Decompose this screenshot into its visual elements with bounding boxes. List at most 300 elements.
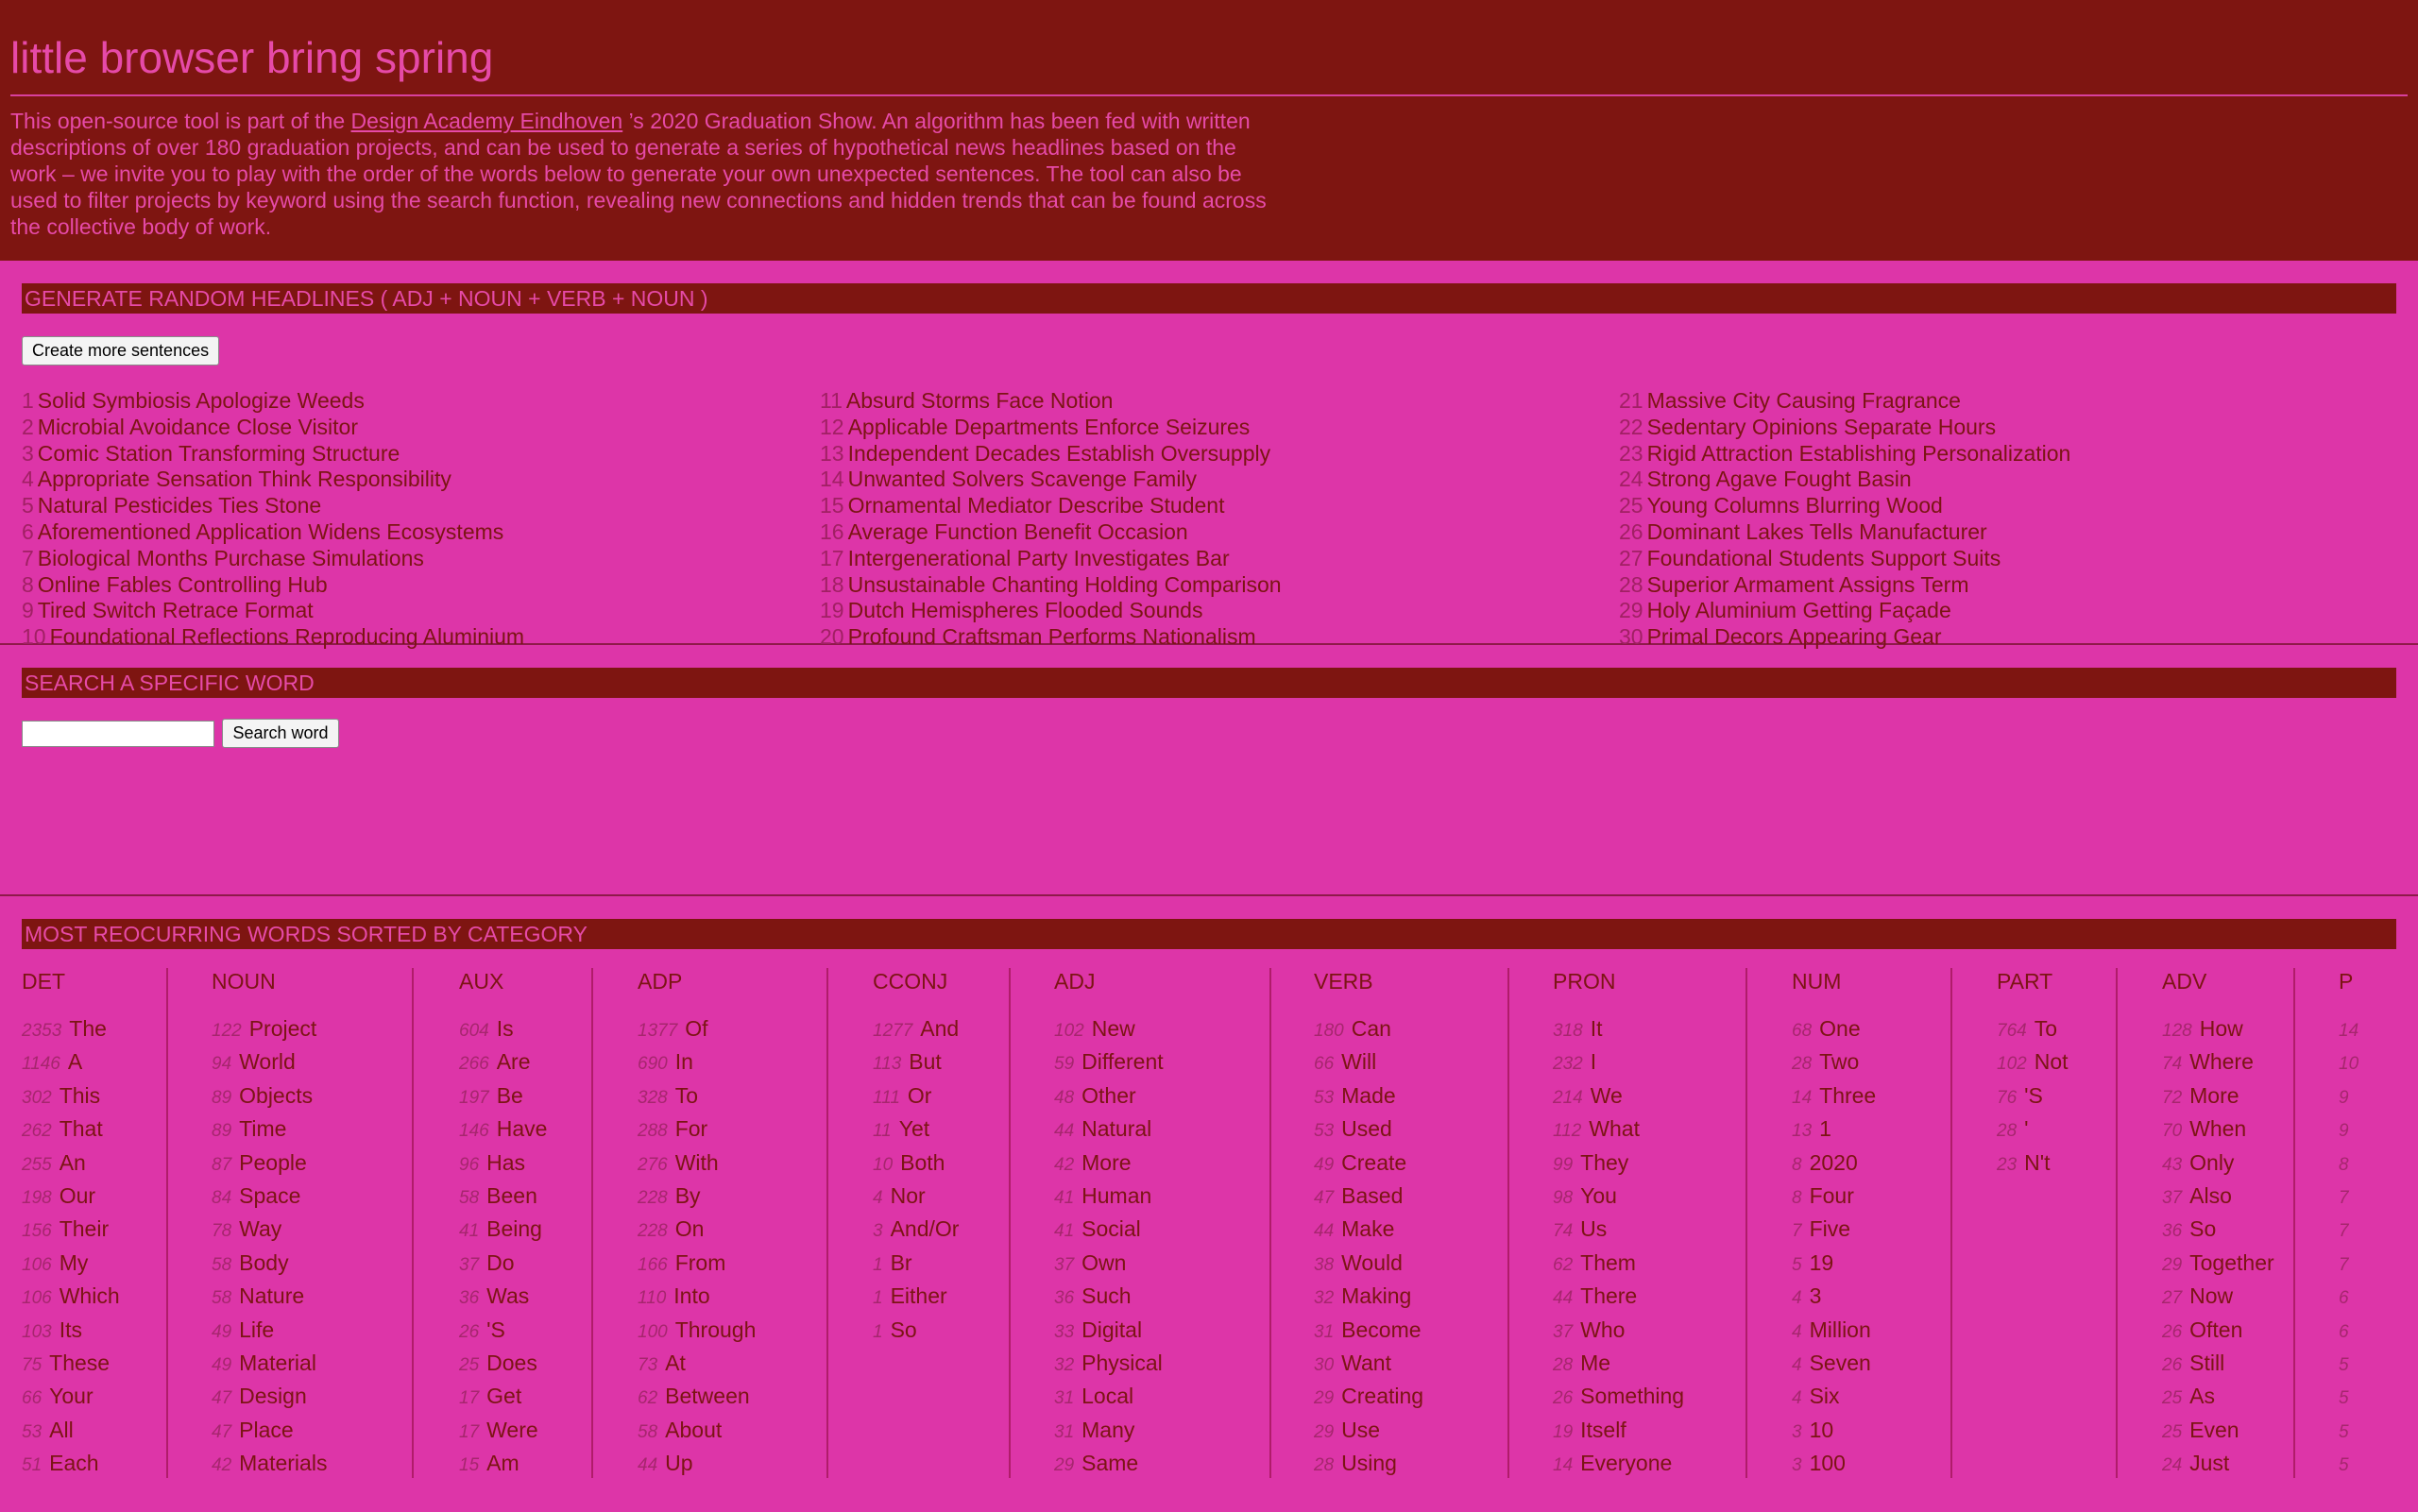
word-item[interactable] [638,1348,826,1381]
word-item[interactable] [459,1113,591,1147]
headline-item [22,546,524,572]
headline-item [820,519,1282,546]
word-count: 228 [638,1221,668,1242]
word-item[interactable] [212,1013,412,1046]
word-item[interactable] [638,1013,826,1046]
word-item[interactable] [2339,1448,2418,1478]
word-item[interactable] [212,1214,412,1247]
word-item[interactable] [212,1281,412,1314]
category-name: NUM [1792,969,1842,994]
word-item[interactable] [1054,1415,1269,1448]
word-item[interactable] [459,1080,591,1113]
headline-number: 23 [1619,440,1643,466]
word-count: 49 [1314,1154,1335,1175]
headline-number: 19 [820,598,844,623]
word-item[interactable] [459,1381,591,1414]
word-count: 99 [1553,1154,1574,1175]
word-item[interactable] [212,1147,412,1181]
intro-text [10,108,1276,240]
word-item[interactable] [1792,1415,1950,1448]
word-item[interactable] [1792,1181,1950,1214]
word-item[interactable] [638,1315,826,1348]
word-text: Would [1341,1249,1403,1275]
word-item[interactable] [2162,1348,2293,1381]
word-text: World [239,1049,296,1075]
word-item[interactable] [22,1013,166,1046]
word-item[interactable] [2339,1147,2418,1181]
word-item[interactable] [2162,1080,2293,1113]
word-item[interactable] [459,1248,591,1281]
word-item[interactable] [873,1214,1009,1247]
word-item[interactable] [1553,1147,1745,1181]
word-text: Our [59,1183,96,1209]
headline-text: Ornamental Mediator Describe Student [847,493,1225,518]
word-count: 1 [873,1254,883,1275]
word-item[interactable] [2339,1046,2418,1079]
word-item[interactable] [1792,1046,1950,1079]
word-count: 9 [2339,1087,2349,1108]
word-text: Them [1580,1249,1636,1275]
headline-number: 27 [1619,545,1643,570]
word-item[interactable] [1792,1113,1950,1147]
word-item[interactable] [1314,1046,1507,1079]
word-item[interactable] [1553,1113,1745,1147]
word-item[interactable] [2339,1381,2418,1414]
word-text: By [674,1183,701,1209]
word-count: 11 [873,1121,892,1142]
word-count: 28 [1792,1054,1813,1075]
word-text: About [665,1417,723,1442]
headline-number: 28 [1619,571,1643,597]
word-text: Nor [890,1183,926,1209]
word-item[interactable] [22,1181,166,1214]
word-item[interactable] [1054,1013,1269,1046]
word-item[interactable] [212,1448,412,1481]
word-text: Many [1081,1417,1135,1442]
word-text: Is [496,1016,514,1041]
category-name: PART [1997,969,2053,994]
word-text: Everyone [1580,1451,1673,1476]
word-item[interactable] [1314,1013,1507,1046]
word-item[interactable] [212,1046,412,1079]
word-item[interactable] [1054,1080,1269,1113]
word-count: 70 [2162,1121,2183,1142]
category-column-det [22,968,168,1478]
generate-section-title: GENERATE RANDOM HEADLINES ( ADJ + NOUN + VERB + NOUN ) [22,283,2396,314]
word-item[interactable] [1054,1147,1269,1181]
word-item[interactable] [2339,1113,2418,1147]
word-text: Life [239,1317,275,1342]
word-text: Natural [1081,1116,1152,1142]
word-item[interactable] [212,1181,412,1214]
word-item[interactable] [1314,1214,1507,1247]
word-count: 41 [459,1221,480,1242]
headline-text: Online Fables Controlling Hub [37,571,328,597]
word-count: 288 [638,1121,668,1142]
headline-item [22,415,524,441]
word-count: 1377 [638,1021,678,1041]
word-count: 7 [1792,1221,1802,1242]
word-item[interactable] [1314,1113,1507,1147]
word-item[interactable] [1553,1348,1745,1381]
word-item[interactable] [873,1315,1009,1348]
word-item[interactable] [1314,1248,1507,1281]
word-count: 1 [873,1321,883,1342]
headline-number: 15 [820,493,844,518]
word-count: 96 [459,1154,480,1175]
word-item[interactable] [212,1381,412,1414]
word-text: Make [1341,1216,1395,1242]
word-item[interactable] [1553,1281,1745,1314]
word-item[interactable] [212,1113,412,1147]
word-text: Can [1351,1016,1391,1041]
headline-number: 4 [22,467,34,492]
word-item[interactable] [2339,1281,2418,1314]
word-item[interactable] [22,1415,166,1448]
headline-number: 1 [22,388,34,413]
word-item[interactable] [212,1415,412,1448]
word-count: 43 [2162,1154,2183,1175]
word-count: 48 [1054,1087,1075,1108]
word-item[interactable] [2162,1013,2293,1046]
headline-text: Sedentary Opinions Separate Hours [1646,414,1997,439]
word-item[interactable] [1553,1381,1745,1414]
word-count: 7 [2339,1188,2349,1209]
word-count: 106 [22,1288,52,1309]
word-text: Space [239,1183,301,1209]
word-item[interactable] [1792,1315,1950,1348]
word-item[interactable] [459,1448,591,1481]
word-item[interactable] [22,1381,166,1414]
word-item[interactable] [1792,1147,1950,1181]
headline-item [820,467,1282,493]
word-count: 5 [2339,1421,2349,1442]
word-item[interactable] [2339,1415,2418,1448]
word-text: How [2199,1016,2243,1041]
word-text: Was [486,1283,530,1309]
word-item[interactable] [1314,1181,1507,1214]
headline-text: Rigid Attraction Establishing Personalization [1646,440,2071,466]
word-text: Digital [1081,1317,1143,1342]
word-item[interactable] [1054,1214,1269,1247]
word-item[interactable] [22,1046,166,1079]
word-item[interactable] [2162,1415,2293,1448]
word-item[interactable] [1314,1147,1507,1181]
word-item[interactable] [873,1248,1009,1281]
word-text: Both [900,1149,945,1175]
word-item[interactable] [1792,1348,1950,1381]
word-item[interactable] [22,1113,166,1147]
word-item[interactable] [1792,1013,1950,1046]
word-item[interactable] [1997,1013,2116,1046]
word-item[interactable] [873,1046,1009,1079]
search-section [0,645,2418,894]
word-count: 44 [1553,1288,1574,1309]
headline-item [820,493,1282,519]
word-count: 72 [2162,1087,2183,1108]
word-item[interactable] [212,1248,412,1281]
word-item[interactable] [2162,1181,2293,1214]
word-item[interactable] [2339,1348,2418,1381]
word-item[interactable] [2162,1381,2293,1414]
word-item[interactable] [1997,1113,2116,1147]
headline-item [1619,546,2070,572]
word-item[interactable] [1054,1448,1269,1481]
word-text: Materials [239,1451,328,1476]
word-item[interactable] [2162,1315,2293,1348]
headline-text: Superior Armament Assigns Term [1646,571,1969,597]
word-item[interactable] [1792,1381,1950,1414]
design-academy-link[interactable]: Design Academy Eindhoven [350,109,623,133]
word-item[interactable] [1054,1281,1269,1314]
category-column-num [1792,968,1952,1478]
word-item[interactable] [459,1348,591,1381]
word-item[interactable] [22,1080,166,1113]
word-item[interactable] [1553,1315,1745,1348]
word-item[interactable] [212,1080,412,1113]
word-count: 89 [212,1121,232,1142]
word-count: 318 [1553,1021,1583,1041]
category-name: DET [22,969,65,994]
word-item[interactable] [2339,1315,2418,1348]
word-text: Us [1580,1216,1608,1242]
word-count: 17 [459,1388,480,1409]
word-item[interactable] [1997,1080,2116,1113]
word-count: 36 [1054,1288,1075,1309]
word-count: 62 [638,1388,658,1409]
word-item[interactable] [1553,1046,1745,1079]
word-item[interactable] [459,1415,591,1448]
word-item[interactable] [2162,1214,2293,1247]
word-item[interactable] [638,1381,826,1414]
word-item[interactable] [638,1248,826,1281]
headline-item [22,624,524,651]
word-item[interactable] [1792,1448,1950,1481]
word-item[interactable] [1553,1080,1745,1113]
word-item[interactable] [1997,1046,2116,1079]
word-item[interactable] [2162,1113,2293,1147]
word-count: 7 [2339,1254,2349,1275]
word-count: 156 [22,1221,52,1242]
word-item[interactable] [1314,1415,1507,1448]
headline-text: Massive City Causing Fragrance [1646,388,1961,413]
headline-text: Dominant Lakes Tells Manufacturer [1646,518,1987,544]
headline-column [820,388,1282,651]
word-item[interactable] [638,1113,826,1147]
word-text: Way [239,1216,282,1242]
word-text: Yet [898,1116,930,1142]
search-word-button[interactable]: Search word [222,719,338,748]
word-text: Each [49,1451,99,1476]
word-item[interactable] [1314,1281,1507,1314]
word-text: What [1589,1116,1640,1142]
word-item[interactable] [22,1315,166,1348]
category-name: ADV [2162,969,2207,994]
word-item[interactable] [1792,1248,1950,1281]
word-item[interactable] [22,1448,166,1481]
word-count: 103 [22,1321,52,1342]
category-column-adj [1054,968,1271,1478]
headline-item [1619,493,2070,519]
word-item[interactable] [2339,1013,2418,1046]
word-item[interactable] [638,1046,826,1079]
word-item[interactable] [1553,1448,1745,1481]
word-item[interactable] [1314,1080,1507,1113]
word-count: 58 [212,1254,232,1275]
word-item[interactable] [638,1281,826,1314]
word-item[interactable] [873,1013,1009,1046]
word-text: There [1580,1283,1638,1309]
word-item[interactable] [2162,1147,2293,1181]
category-column-cconj [873,968,1011,1478]
headline-text: Holy Aluminium Getting Façade [1646,598,1951,623]
word-item[interactable] [1054,1315,1269,1348]
search-input[interactable] [22,721,214,747]
word-item[interactable] [2162,1248,2293,1281]
word-item[interactable] [459,1181,591,1214]
word-item[interactable] [2339,1181,2418,1214]
headline-item [1619,572,2070,599]
category-name: VERB [1314,969,1373,994]
word-item[interactable] [2339,1080,2418,1113]
word-count: 78 [212,1221,232,1242]
word-item[interactable] [22,1348,166,1381]
word-item[interactable] [638,1214,826,1247]
word-text: Five [1809,1216,1851,1242]
word-item[interactable] [638,1181,826,1214]
word-item[interactable] [873,1281,1009,1314]
word-item[interactable] [1553,1214,1745,1247]
word-item[interactable] [2162,1448,2293,1481]
word-item[interactable] [1314,1448,1507,1481]
create-more-sentences-button[interactable]: Create more sentences [22,336,219,365]
word-item[interactable] [1553,1013,1745,1046]
headline-item [820,388,1282,415]
word-item[interactable] [1553,1415,1745,1448]
word-text: From [674,1249,726,1275]
headline-item [1619,441,2070,467]
word-item[interactable] [1054,1381,1269,1414]
word-text: Even [2189,1417,2239,1442]
word-item[interactable] [459,1013,591,1046]
word-text: At [665,1351,686,1376]
word-item[interactable] [22,1248,166,1281]
word-count: 232 [1553,1054,1583,1075]
word-text: Were [486,1417,538,1442]
headline-text: Microbial Avoidance Close Visitor [37,414,359,439]
headline-number: 7 [22,545,34,570]
word-count: 41 [1054,1188,1075,1209]
word-item[interactable] [873,1080,1009,1113]
word-text: On [674,1216,705,1242]
word-item[interactable] [1314,1381,1507,1414]
word-count: 604 [459,1021,489,1041]
word-item[interactable] [2339,1248,2418,1281]
word-item[interactable] [459,1147,591,1181]
word-item[interactable] [22,1214,166,1247]
word-item[interactable] [1054,1046,1269,1079]
word-text: Such [1081,1283,1132,1309]
word-item[interactable] [873,1181,1009,1214]
word-text: Not [2034,1049,2069,1075]
word-item[interactable] [638,1448,826,1481]
word-count: 29 [1314,1388,1335,1409]
headline-text: Biological Months Purchase Simulations [37,545,424,570]
headline-number: 12 [820,414,844,439]
word-item[interactable] [1054,1181,1269,1214]
word-item[interactable] [1553,1181,1745,1214]
word-count: 29 [2162,1254,2183,1275]
word-item[interactable] [1997,1147,2116,1181]
word-text: Create [1341,1149,1407,1175]
headline-number: 14 [820,467,844,492]
word-count: 62 [1553,1254,1574,1275]
word-count: 84 [212,1188,232,1209]
word-item[interactable] [873,1113,1009,1147]
word-count: 4 [1792,1388,1802,1409]
word-item[interactable] [22,1281,166,1314]
word-item[interactable] [212,1348,412,1381]
word-item[interactable] [459,1046,591,1079]
word-count: 17 [459,1421,480,1442]
headline-text: Primal Decors Appearing Gear [1646,624,1942,650]
word-text: 2020 [1809,1149,1858,1175]
word-item[interactable] [638,1415,826,1448]
word-count: 74 [1553,1221,1574,1242]
header [0,0,2418,261]
headline-item [820,624,1282,651]
word-text: Place [239,1417,294,1442]
word-item[interactable] [1553,1248,1745,1281]
word-item[interactable] [1792,1281,1950,1314]
headline-item [22,598,524,624]
word-item[interactable] [22,1147,166,1181]
headline-number: 11 [820,388,843,413]
word-text: Through [674,1317,757,1342]
headline-text: Tired Switch Retrace Format [37,598,314,623]
word-text: Used [1341,1116,1392,1142]
word-item[interactable] [1054,1348,1269,1381]
category-name: ADJ [1054,969,1096,994]
headline-text: Young Columns Blurring Wood [1646,493,1943,518]
word-item[interactable] [1314,1315,1507,1348]
word-item[interactable] [2162,1046,2293,1079]
word-text: Objects [239,1082,314,1108]
word-item[interactable] [2162,1281,2293,1314]
word-item[interactable] [212,1315,412,1348]
word-item[interactable] [459,1315,591,1348]
word-item[interactable] [2339,1214,2418,1247]
word-item[interactable] [1054,1248,1269,1281]
word-item[interactable] [459,1281,591,1314]
word-count: 37 [2162,1188,2183,1209]
headline-text: Unwanted Solvers Scavenge Family [847,467,1198,492]
word-count: 146 [459,1121,489,1142]
word-item[interactable] [459,1214,591,1247]
word-item[interactable] [873,1147,1009,1181]
word-count: 262 [22,1121,52,1142]
word-text: Using [1341,1451,1397,1476]
word-item[interactable] [638,1147,826,1181]
word-item[interactable] [638,1080,826,1113]
word-item[interactable] [1792,1080,1950,1113]
word-count: 255 [22,1154,52,1175]
word-item[interactable] [1792,1214,1950,1247]
word-item[interactable] [1054,1113,1269,1147]
word-item[interactable] [1314,1348,1507,1381]
word-count: 228 [638,1188,668,1209]
headline-number: 3 [22,440,34,466]
